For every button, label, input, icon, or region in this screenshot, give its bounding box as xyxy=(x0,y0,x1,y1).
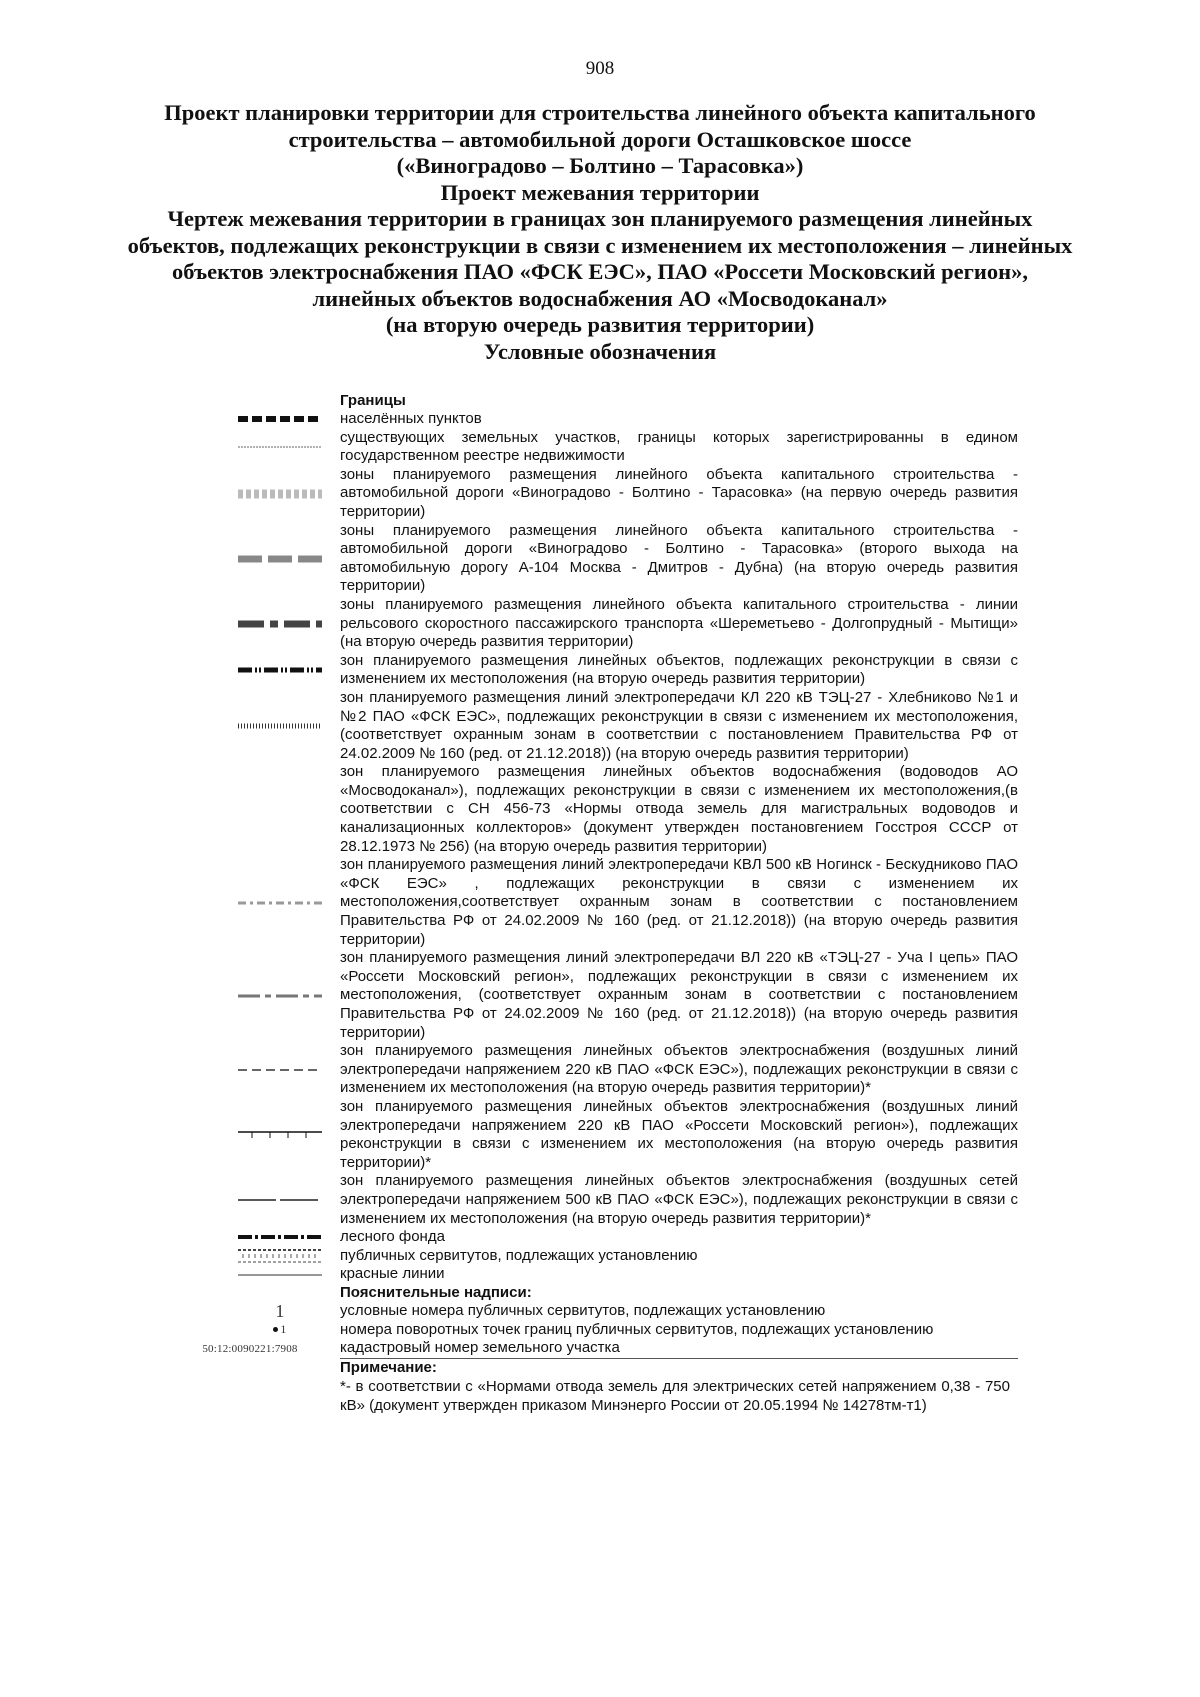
legend-item-text: зон планируемого размещения линейных объектов электроснабжения (воздушных сетей электропередачи напряжением 500 кВ ПАО «ФСК ЕЭС»), подлежащих реконструкции в связи с изменением их местоположения (на вторую очередь развития территории)* xyxy=(340,1172,1018,1227)
legend-item xyxy=(0,410,1200,429)
legend-item-text: существующих земельных участков, границы которых зарегистрированны в едином государственном реестре недвижимости xyxy=(340,428,1018,465)
explanatory-item xyxy=(0,1321,1200,1340)
vl-220-rosseti-zone-icon xyxy=(230,993,330,999)
note-heading: Примечание: xyxy=(340,1358,437,1376)
explanatory-item-text: условные номера публичных сервитутов, подлежащих установлению xyxy=(340,1301,826,1319)
boundaries-heading: Границы xyxy=(340,392,406,409)
cadastral-number-text: 50:12:0090221:7908 xyxy=(202,1342,298,1355)
settlement-boundary-icon xyxy=(230,415,330,423)
document-title-block xyxy=(60,100,1140,365)
legend-item xyxy=(0,1042,1200,1098)
rail-transit-zone-icon xyxy=(230,619,330,629)
explanatory-item-text: кадастровый номер земельного участка xyxy=(340,1339,1018,1359)
kvl-500-zone-icon xyxy=(230,900,330,906)
legend-item xyxy=(0,522,1200,596)
legend-item xyxy=(0,1172,1200,1228)
legend-item xyxy=(0,856,1200,949)
legend-item-text: зон планируемого размещения линий электропередачи ВЛ 220 кВ «ТЭЦ-27 - Уча I цепь» ПАО «Россети Московский регион», подлежащих реконструкции в связи с изменением их местоположения, (соответствует охранным зонам в соответствии с постановлением Правительства РФ от 24.02.2009 № 160 (ред. от 21.12.2018)) (на вторую очередь развития территории) xyxy=(340,949,1018,1041)
explanatory-heading: Пояснительные надписи: xyxy=(340,1283,532,1301)
overhead-500-fsk-zone-icon xyxy=(230,1198,330,1202)
turning-point-number-text: 1 xyxy=(280,1322,287,1337)
water-supply-zone-icon xyxy=(230,806,330,814)
explanatory-item xyxy=(0,1302,1200,1321)
legend-item-text: зон планируемого размещения линий электропередачи КВЛ 500 кВ Ногинск - Бескудниково ПАО «ФСК ЕЭС» , подлежащих реконструкции в связи с изменением их местоположения,соответствует охранным зонам в соответствии с постановлением Правительства РФ от 24.02.2009 № 160 (ред. от 21.12.2018)) (на вторую очередь развития территории) xyxy=(340,856,1018,948)
legend-item-text: зоны планируемого размещения линейного объекта капитального строительства - автомобильной дороги «Виноградово - Болтино - Тарасовка» (на первую очередь развития территории) xyxy=(340,465,1018,520)
title-line: (на вторую очередь развития территории) xyxy=(385,312,815,337)
legend-item xyxy=(0,466,1200,522)
title-line: («Виноградово – Болтино – Тарасовка») xyxy=(396,153,804,178)
legend-item xyxy=(0,949,1200,1042)
legend-item xyxy=(0,1228,1200,1247)
legend-item-text: зон планируемого размещения линейных объектов, подлежащих реконструкции в связи с изменением их местоположения (на вторую очередь развития территории) xyxy=(340,651,1018,688)
legend xyxy=(0,392,1200,1415)
servitude-number-label xyxy=(230,1301,330,1322)
title-line: Чертеж межевания территории в границах зон планируемого размещения линейных xyxy=(167,206,1033,231)
legend-item-text: публичных сервитутов, подлежащих установлению xyxy=(340,1246,698,1264)
turning-point-dot-icon xyxy=(273,1327,278,1332)
road-zone-second-exit-icon xyxy=(230,554,330,564)
legend-item xyxy=(0,1098,1200,1172)
title-line: Проект планировки территории для строительства линейного объекта капитального xyxy=(164,100,1036,125)
forest-fund-boundary-icon xyxy=(230,1234,330,1240)
road-zone-first-stage-icon xyxy=(230,488,330,500)
overhead-220-rosseti-zone-icon xyxy=(230,1129,330,1141)
servitude-number-text: 1 xyxy=(275,1300,285,1321)
title-line: объектов электроснабжения ПАО «ФСК ЕЭС», ПАО «Россети Московский регион», xyxy=(172,259,1028,284)
legend-item-text: красные линии xyxy=(340,1265,445,1283)
legend-item xyxy=(0,689,1200,763)
public-servitude-icon xyxy=(230,1248,330,1264)
cadastral-number-label xyxy=(170,1343,330,1355)
note-text: *- в соответствии с «Нормами отвода земель для электрических сетей напряжением 0,38 - 750 кВ» (документ утвержден приказом Минэнерго России от 20.05.1994 № 14278тм-т1) xyxy=(340,1377,1010,1414)
legend-item-text: лесного фонда xyxy=(340,1228,445,1246)
legend-item-text: зон планируемого размещения линейных объектов электроснабжения (воздушных линий электропередачи напряжением 220 кВ ПАО «ФСК ЕЭС»), подлежащих реконструкции в связи с изменением их местоположения (на вторую очередь развития территории)* xyxy=(340,1042,1018,1097)
title-line: строительства – автомобильной дороги Осташковское шоссе xyxy=(288,126,912,152)
legend-heading: Условные обозначения xyxy=(483,338,717,364)
land-plot-boundary-icon xyxy=(230,444,330,450)
legend-item-text: зон планируемого размещения линейных объектов электроснабжения (воздушных линий электропередачи напряжением 220 кВ ПАО «Россети Московский регион»), подлежащих реконструкции в связи с изменением их местоположения (на вторую очередь развития территории)* xyxy=(340,1097,1018,1171)
title-line: Проект межевания территории xyxy=(440,179,760,205)
page-number: 908 xyxy=(585,58,615,79)
title-line: объектов, подлежащих реконструкции в связи с изменением их местоположения – линейных xyxy=(127,232,1073,258)
legend-item-text: населённых пунктов xyxy=(340,410,482,427)
kl-220-zone-icon xyxy=(230,722,330,730)
legend-item xyxy=(0,763,1200,856)
legend-item xyxy=(0,429,1200,466)
turning-point-label xyxy=(230,1322,330,1337)
red-lines-icon xyxy=(230,1273,330,1277)
legend-item xyxy=(0,1247,1200,1266)
explanatory-item-text: номера поворотных точек границ публичных сервитутов, подлежащих установлению xyxy=(340,1320,934,1338)
legend-item-text: зон планируемого размещения линейных объектов водоснабжения (водоводов АО «Мосводоканал»), подлежащих реконструкции в связи с изменением их местоположения,(в соответствии с СН 456-73 «Нормы отвода земель для магистральных водоводов и канализационных коллекторов» (документ утвержден постановгением Госстроя СССР от 28.12.1973 № 256) (на вторую очередь развития территории) xyxy=(340,763,1018,855)
legend-item-text: зоны планируемого размещения линейного объекта капитального строительства - автомобильной дороги «Виноградово - Болтино - Тарасовка» (второго выхода на автомобильную дорогу А-104 Москва - Дмитров - Дубна) (на вторую очередь развития территории) xyxy=(340,521,1018,595)
legend-item-text: зоны планируемого размещения линейного объекта капитального строительства - линии рельсового скоростного пассажирского транспорта «Шереметьево - Долгопрудный - Мытищи» (на вторую очередь развития территории) xyxy=(340,595,1018,651)
title-line: линейных объектов водоснабжения АО «Мосводоканал» xyxy=(312,285,888,311)
legend-item xyxy=(0,1265,1200,1284)
linear-objects-zone-icon xyxy=(230,666,330,674)
overhead-220-fsk-zone-icon xyxy=(230,1068,330,1072)
explanatory-item xyxy=(0,1339,1200,1359)
legend-item xyxy=(0,596,1200,652)
legend-item-text: зон планируемого размещения линий электропередачи КЛ 220 кВ ТЭЦ-27 - Хлебниково №1 и №2 ПАО «ФСК ЕЭС», подлежащих реконструкции в связи с изменением их местоположения, (соответствует охранным зонам в соответствии с постановлением Правительства РФ от 24.02.2009 № 160 (ред. от 21.12.2018)) (на вторую очередь развития территории) xyxy=(340,688,1018,762)
legend-item xyxy=(0,652,1200,689)
